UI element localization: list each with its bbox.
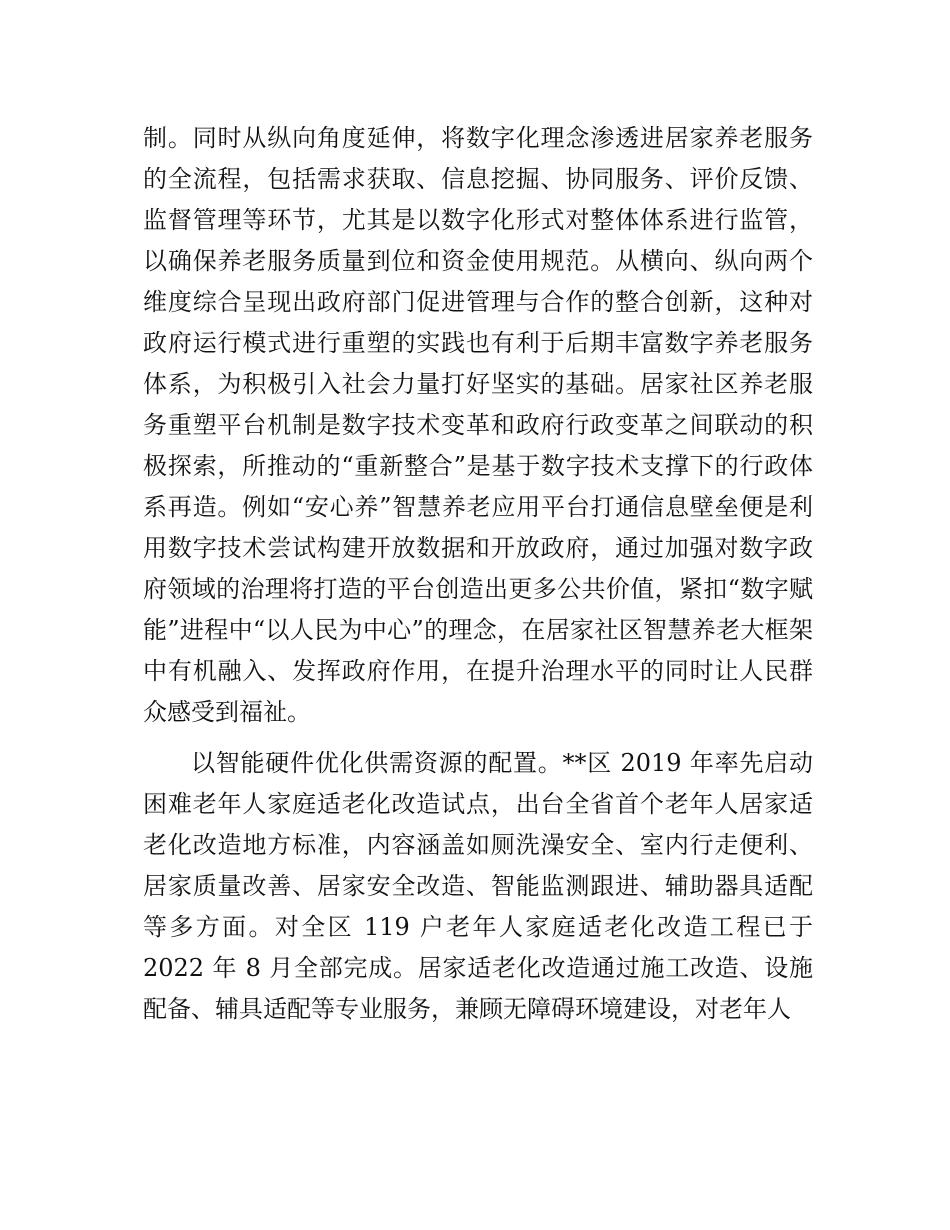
paragraph-smart-hardware: 以智能硬件优化供需资源的配置。**区 2019 年率先启动困难老年人家庭适老化改造试点，出台全省首个老年人居家适老化改造地方标准，内容涵盖如厕洗澡安全、室内行走便利、居家质量改善、居家安全改造、智能监测跟进、辅助器具适配等多方面。对全区 119 户老年人家庭适老化改造工程已于 2022 年 8 月全部完成。居家适老化改造通过施工改造、设施配备、辅具适配等专业服务，兼顾无障碍环境建设，对老年人: [143, 749, 813, 1023]
document-page: [143, 118, 813, 1030]
paragraph-continuation: 制。同时从纵向角度延伸，将数字化理念渗透进居家养老服务的全流程，包括需求获取、信息挖掘、协同服务、评价反馈、监督管理等环节，尤其是以数字化形式对整体体系进行监管，以确保养老服务质量到位和资金使用规范。从横向、纵向两个维度综合呈现出政府部门促进管理与合作的整合创新，这种对政府运行模式进行重塑的实践也有利于后期丰富数字养老服务体系，为积极引入社会力量打好坚实的基础。居家社区养老服务重塑平台机制是数字技术变革和政府行政变革之间联动的积极探索，所推动的“重新整合”是基于数字技术支撑下的行政体系再造。例如“安心养”智慧养老应用平台打通信息壁垒便是利用数字技术尝试构建开放数据和开放政府，通过加强对数字政府领域的治理将打造的平台创造出更多公共价值，紧扣“数字赋能”进程中“以人民为中心”的理念，在居家社区智慧养老大框架中有机融入、发挥政府作用，在提升治理水平的同时让人民群众感受到福祉。: [143, 124, 813, 726]
